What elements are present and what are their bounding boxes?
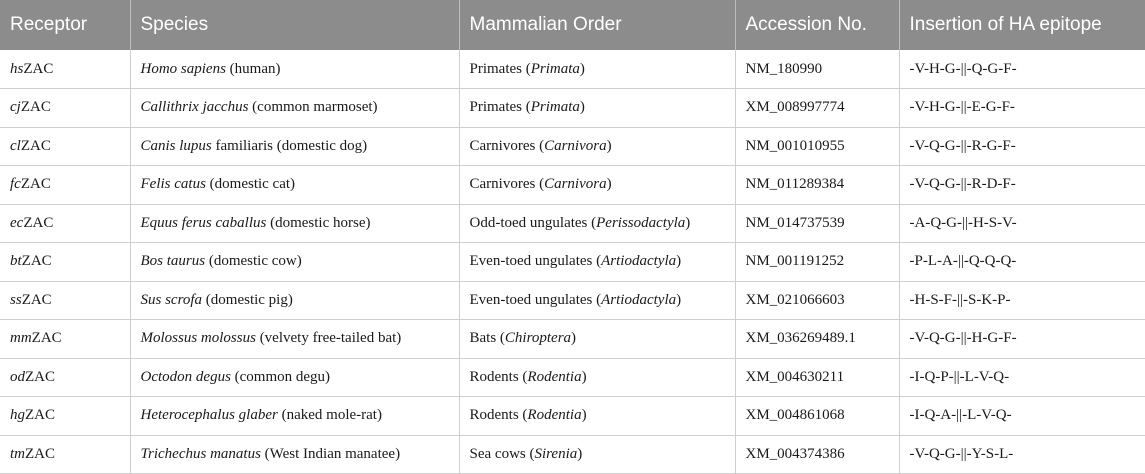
cell-species — [130, 89, 459, 128]
species-latin: Molossus molossus — [140, 330, 256, 347]
species-latin: Callithrix jacchus — [140, 99, 249, 116]
receptor-prefix: tm — [10, 445, 25, 462]
cell-receptor — [0, 243, 130, 282]
order-latin: Primata — [530, 60, 580, 77]
order-name: Even-toed ungulates ( — [469, 253, 602, 270]
cell-receptor — [0, 89, 130, 128]
cell-receptor — [0, 320, 130, 359]
cell-species — [130, 204, 459, 243]
cell-species — [130, 127, 459, 166]
cell-order — [459, 281, 735, 320]
cell-order — [459, 320, 735, 359]
cell-order — [459, 89, 735, 128]
cell-insertion: -I-Q-P-||-L-V-Q- — [909, 368, 1010, 385]
cell-order — [459, 243, 735, 282]
table-row — [0, 50, 1145, 89]
order-latin: Chiroptera — [504, 330, 572, 347]
receptor-suffix: ZAC — [23, 60, 54, 77]
order-close: ) — [606, 176, 612, 193]
header-row — [0, 0, 1145, 50]
cell-insertion: -V-Q-G-||-Y-S-L- — [909, 445, 1014, 462]
order-close: ) — [581, 407, 587, 424]
cell-accession: XM_004374386 — [735, 435, 899, 474]
order-latin: Rodentia — [527, 368, 582, 385]
cell-insertion: -A-Q-G-||-H-S-V- — [909, 214, 1017, 231]
species-latin: Heterocephalus glaber — [140, 407, 278, 424]
species-common: familiaris (domestic dog) — [211, 137, 368, 154]
order-close: ) — [606, 137, 612, 154]
order-name: Bats ( — [469, 330, 505, 347]
order-latin: Carnivora — [544, 137, 607, 154]
cell-species — [130, 320, 459, 359]
receptor-suffix: ZAC — [20, 176, 51, 193]
order-name: Primates ( — [469, 60, 531, 77]
receptor-prefix: cj — [10, 99, 21, 116]
cell-accession: NM_001191252 — [735, 243, 899, 282]
cell-receptor — [0, 397, 130, 436]
header-order: Mammalian Order — [459, 0, 735, 50]
species-latin: Trichechus manatus — [140, 445, 261, 462]
table-row — [0, 435, 1145, 474]
species-common: (West Indian manatee) — [260, 445, 401, 462]
cell-species — [130, 435, 459, 474]
cell-receptor — [0, 358, 130, 397]
cell-species — [130, 281, 459, 320]
receptor-prefix: ec — [10, 214, 24, 231]
order-close: ) — [577, 445, 583, 462]
table-row — [0, 166, 1145, 205]
receptor-prefix: ss — [10, 291, 22, 308]
header-receptor: Receptor — [0, 0, 130, 50]
cell-receptor — [0, 127, 130, 166]
receptor-suffix: ZAC — [23, 214, 54, 231]
order-latin: Carnivora — [544, 176, 607, 193]
order-name: Carnivores ( — [469, 176, 545, 193]
cell-insertion: -V-H-G-||-E-G-F- — [909, 99, 1015, 116]
cell-insertion: -V-Q-G-||-R-G-F- — [909, 137, 1016, 154]
cell-accession: NM_011289384 — [735, 166, 899, 205]
table-row — [0, 243, 1145, 282]
species-common: (naked mole-rat) — [277, 407, 382, 424]
cell-accession: XM_008997774 — [735, 89, 899, 128]
cell-insertion: -V-Q-G-||-R-D-F- — [909, 176, 1016, 193]
cell-receptor — [0, 435, 130, 474]
cell-insertion: -H-S-F-||-S-K-P- — [909, 291, 1011, 308]
order-latin: Perissodactyla — [596, 214, 686, 231]
species-latin: Felis catus — [140, 176, 206, 193]
species-latin: Canis lupus — [140, 137, 212, 154]
cell-order — [459, 397, 735, 436]
order-name: Even-toed ungulates ( — [469, 291, 602, 308]
order-name: Carnivores ( — [469, 137, 545, 154]
receptor-suffix: ZAC — [25, 445, 55, 462]
order-name: Sea cows ( — [469, 445, 535, 462]
species-common: (velvety free-tailed bat) — [255, 330, 402, 347]
order-name: Rodents ( — [469, 368, 528, 385]
cell-order — [459, 204, 735, 243]
cell-receptor — [0, 50, 130, 89]
species-common: (domestic horse) — [266, 214, 371, 231]
receptor-suffix: ZAC — [31, 330, 62, 347]
cell-accession: NM_180990 — [735, 50, 899, 89]
order-latin: Rodentia — [527, 407, 582, 424]
header-species: Species — [130, 0, 459, 50]
cell-order — [459, 50, 735, 89]
species-common: (domestic cow) — [205, 253, 302, 270]
cell-accession: NM_014737539 — [735, 204, 899, 243]
order-close: ) — [676, 253, 682, 270]
order-name: Primates ( — [469, 99, 531, 116]
cell-accession: XM_004861068 — [735, 397, 899, 436]
cell-species — [130, 243, 459, 282]
cell-insertion: -I-Q-A-||-L-V-Q- — [909, 407, 1012, 424]
cell-order — [459, 435, 735, 474]
order-close: ) — [676, 291, 682, 308]
species-latin: Sus scrofa — [140, 291, 203, 308]
receptor-prefix: hs — [10, 60, 24, 77]
receptor-suffix: ZAC — [21, 291, 52, 308]
cell-accession: XM_021066603 — [735, 281, 899, 320]
species-common: (common degu) — [230, 368, 331, 385]
order-close: ) — [579, 60, 585, 77]
cell-insertion: -V-Q-G-||-H-G-F- — [909, 330, 1017, 347]
header-insertion: Insertion of HA epitope — [909, 14, 1102, 35]
receptor-suffix: ZAC — [20, 99, 51, 116]
cell-species — [130, 358, 459, 397]
table-header — [0, 0, 1145, 50]
receptor-prefix: bt — [10, 253, 22, 270]
receptor-suffix: ZAC — [25, 368, 55, 385]
cell-receptor — [0, 166, 130, 205]
order-latin: Artiodactyla — [601, 253, 677, 270]
table-row — [0, 204, 1145, 243]
table-row — [0, 89, 1145, 128]
receptor-suffix: ZAC — [21, 253, 52, 270]
table-body — [0, 50, 1145, 474]
receptor-prefix: mm — [10, 330, 32, 347]
cell-order — [459, 166, 735, 205]
order-close: ) — [579, 99, 585, 116]
species-common: (domestic pig) — [202, 291, 293, 308]
cell-accession: NM_001010955 — [735, 127, 899, 166]
table-row — [0, 397, 1145, 436]
order-latin: Primata — [530, 99, 580, 116]
cell-species — [130, 166, 459, 205]
receptor-prefix: cl — [10, 137, 21, 154]
species-latin: Equus ferus caballus — [140, 214, 267, 231]
order-latin: Sirenia — [534, 445, 578, 462]
cell-species — [130, 50, 459, 89]
cell-accession: XM_036269489.1 — [735, 320, 899, 359]
species-latin: Bos taurus — [140, 253, 206, 270]
species-latin: Homo sapiens — [140, 60, 226, 77]
header-accession: Accession No. — [735, 0, 899, 50]
receptor-suffix: ZAC — [25, 407, 55, 424]
order-close: ) — [581, 368, 587, 385]
order-close: ) — [571, 330, 577, 347]
cell-accession: XM_004630211 — [735, 358, 899, 397]
cell-insertion: -P-L-A-||-Q-Q-Q- — [909, 253, 1017, 270]
cell-insertion: -V-H-G-||-Q-G-F- — [909, 60, 1017, 77]
species-common: (common marmoset) — [248, 99, 378, 116]
table-row — [0, 358, 1145, 397]
cell-species — [130, 397, 459, 436]
receptor-prefix: hg — [10, 407, 25, 424]
order-latin: Artiodactyla — [601, 291, 677, 308]
receptor-prefix: fc — [10, 176, 21, 193]
order-name: Rodents ( — [469, 407, 528, 424]
order-name: Odd-toed ungulates ( — [469, 214, 597, 231]
species-common: (domestic cat) — [205, 176, 296, 193]
table-row — [0, 281, 1145, 320]
table-row — [0, 127, 1145, 166]
cell-order — [459, 127, 735, 166]
species-common: (human) — [225, 60, 281, 77]
table-row — [0, 320, 1145, 359]
order-close: ) — [685, 214, 691, 231]
receptor-prefix: od — [10, 368, 25, 385]
cell-receptor — [0, 281, 130, 320]
cell-order — [459, 358, 735, 397]
species-latin: Octodon degus — [140, 368, 231, 385]
cell-receptor — [0, 204, 130, 243]
receptor-suffix: ZAC — [20, 137, 51, 154]
